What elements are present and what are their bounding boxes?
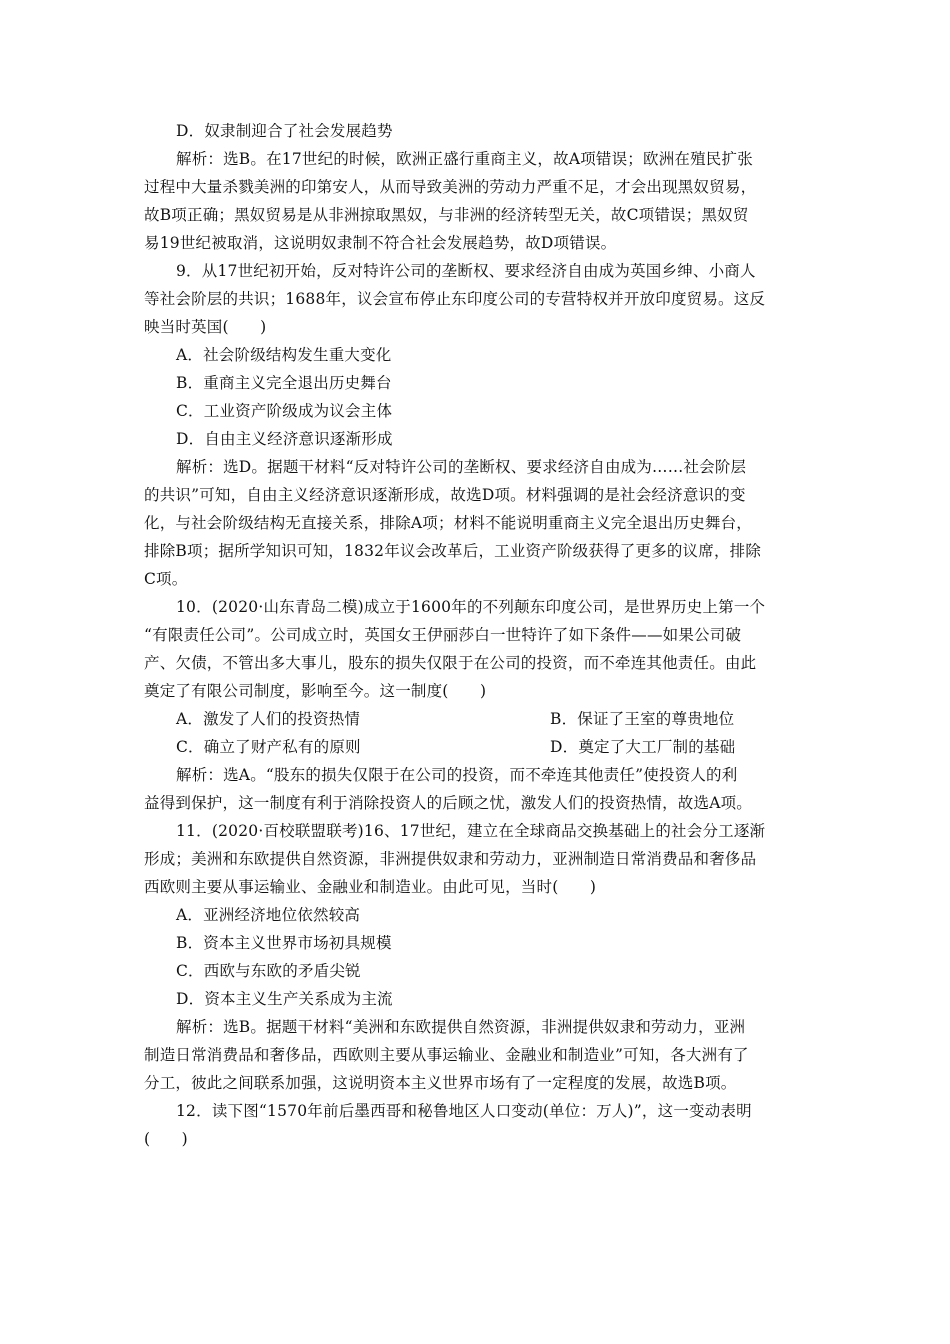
- q12-stem-line: ( ): [144, 1130, 188, 1148]
- q8-analysis-line: 解析：选B。在17世纪的时候，欧洲正盛行重商主义，故A项错误；欧洲在殖民扩张: [176, 150, 753, 168]
- q9-option-a: A．社会阶级结构发生重大变化: [176, 346, 392, 364]
- q11-analysis-line: 制造日常消费品和奢侈品，西欧则主要从事运输业、金融业和制造业”可知，各大洲有了: [144, 1046, 749, 1064]
- q9-analysis-line: 排除B项；据所学知识可知，1832年议会改革后，工业资产阶级获得了更多的议席，排除: [144, 542, 762, 560]
- q9-stem-line: 9．从17世纪初开始，反对特许公司的垄断权、要求经济自由成为英国乡绅、小商人: [176, 262, 756, 280]
- q9-analysis-line: 的共识”可知，自由主义经济意识逐渐形成，故选D项。材料强调的是社会经济意识的变: [144, 486, 746, 504]
- q10-option-b: B．保证了王室的尊贵地位: [550, 710, 735, 728]
- q10-stem-line: “有限责任公司”。公司成立时，英国女王伊丽莎白一世特许了如下条件——如果公司破: [144, 626, 742, 644]
- q11-option-b: B．资本主义世界市场初具规模: [176, 934, 392, 952]
- q9-option-c: C．工业资产阶级成为议会主体: [176, 402, 393, 420]
- q9-analysis-line: C项。: [144, 570, 188, 588]
- q9-stem-line: 等社会阶层的共识；1688年，议会宣布停止东印度公司的专营特权并开放印度贸易。这反: [144, 290, 766, 308]
- q11-option-a: A．亚洲经济地位依然较高: [176, 906, 361, 924]
- q9-analysis-line: 化，与社会阶级结构无直接关系，排除A项；材料不能说明重商主义完全退出历史舞台，: [144, 514, 752, 532]
- q12-stem-line: 12．读下图“1570年前后墨西哥和秘鲁地区人口变动(单位：万人)”，这一变动表明: [176, 1102, 752, 1120]
- q9-option-d: D．自由主义经济意识逐渐形成: [176, 430, 393, 448]
- q10-stem-line: 产、欠债，不管出多大事儿，股东的损失仅限于在公司的投资，而不牵连其他责任。由此: [144, 654, 757, 672]
- q11-stem-line: 西欧则主要从事运输业、金融业和制造业。由此可见，当时( ): [144, 878, 597, 896]
- q11-analysis-line: 分工，彼此之间联系加强，这说明资本主义世界市场有了一定程度的发展，故选B项。: [144, 1074, 737, 1092]
- q8-option-d: D．奴隶制迎合了社会发展趋势: [176, 122, 393, 140]
- q8-analysis-line: 过程中大量杀戮美洲的印第安人，从而导致美洲的劳动力严重不足，才会出现黑奴贸易，: [144, 178, 757, 196]
- q10-stem-line: 10．(2020·山东青岛二模)成立于1600年的不列颠东印度公司，是世界历史上第一个: [176, 598, 766, 616]
- q11-analysis-line: 解析：选B。据题干材料“美洲和东欧提供自然资源，非洲提供奴隶和劳动力，亚洲: [176, 1018, 746, 1036]
- q11-stem-line: 11．(2020·百校联盟联考)16、17世纪，建立在全球商品交换基础上的社会分工逐渐: [176, 822, 766, 840]
- q9-stem-line: 映当时英国( ): [144, 318, 267, 336]
- q8-analysis-line: 易19世纪被取消，这说明奴隶制不符合社会发展趋势，故D项错误。: [144, 234, 617, 252]
- q10-stem-line: 奠定了有限公司制度，影响至今。这一制度( ): [144, 682, 487, 700]
- q10-analysis-line: 益得到保护，这一制度有利于消除投资人的后顾之忧，激发人们的投资热情，故选A项。: [144, 794, 752, 812]
- q10-option-a: A．激发了人们的投资热情: [176, 710, 361, 728]
- q10-analysis-line: 解析：选A。“股东的损失仅限于在公司的投资，而不牵连其他责任”使投资人的利: [176, 766, 738, 784]
- q11-option-c: C．西欧与东欧的矛盾尖锐: [176, 962, 361, 980]
- q11-stem-line: 形成；美洲和东欧提供自然资源，非洲提供奴隶和劳动力，亚洲制造日常消费品和奢侈品: [144, 850, 757, 868]
- q9-analysis-line: 解析：选D。据题干材料“反对特许公司的垄断权、要求经济自由成为……社会阶层: [176, 458, 747, 476]
- q8-analysis-line: 故B项正确；黑奴贸易是从非洲掠取黑奴，与非洲的经济转型无关，故C项错误；黑奴贸: [144, 206, 749, 224]
- q9-option-b: B．重商主义完全退出历史舞台: [176, 374, 392, 392]
- q10-option-d: D．奠定了大工厂制的基础: [550, 738, 736, 756]
- q10-option-c: C．确立了财产私有的原则: [176, 738, 361, 756]
- q11-option-d: D．资本主义生产关系成为主流: [176, 990, 393, 1008]
